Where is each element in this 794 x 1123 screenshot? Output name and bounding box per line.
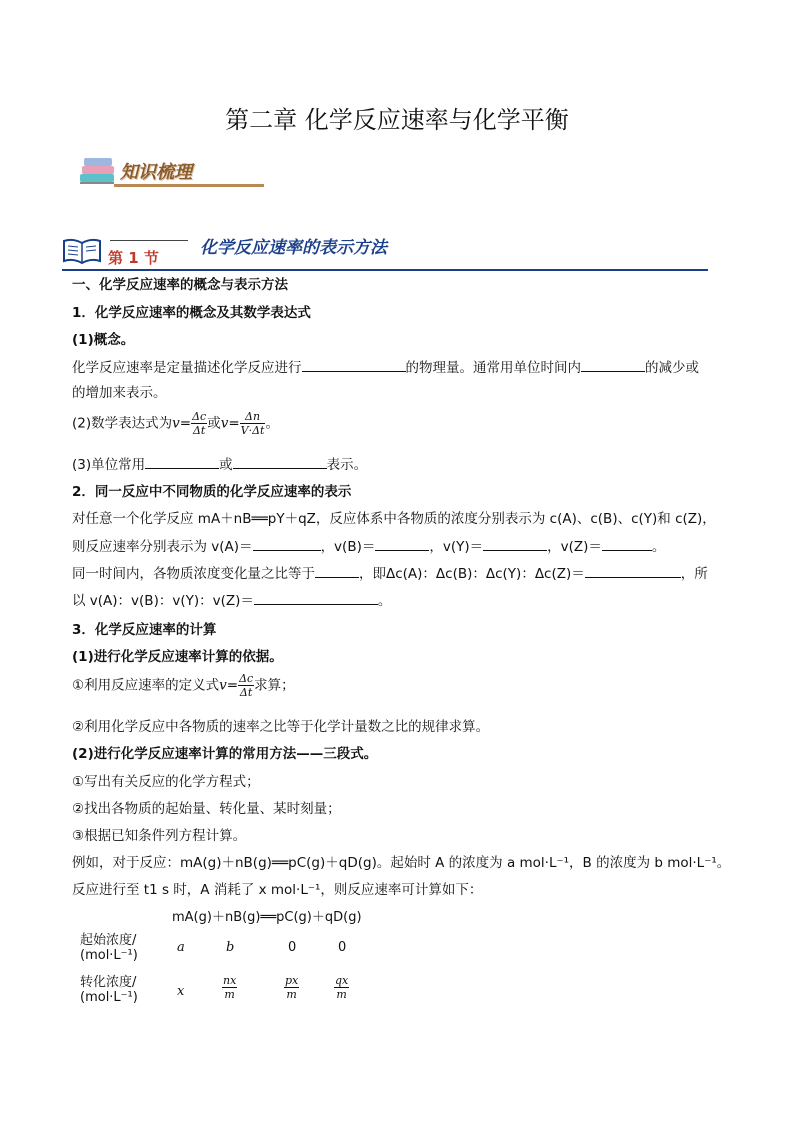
fraction: [222, 974, 237, 1001]
fraction: [240, 410, 266, 437]
cell-zero: 0: [288, 940, 297, 955]
subheading-2: 2．同一反应中不同物质的化学反应速率的表示: [72, 484, 352, 500]
cell-fraction: [334, 974, 349, 1001]
denominator: V·Δt: [240, 424, 265, 437]
text: 的物理量。通常用单位时间内: [405, 360, 581, 376]
denominator: m: [286, 988, 297, 1001]
cell-x: x: [177, 984, 185, 999]
concept-line-1: [72, 356, 699, 376]
calc1-item-1: [72, 672, 295, 699]
text: ，所: [680, 566, 708, 582]
numerator: Δc: [239, 672, 254, 685]
text: 。: [377, 593, 392, 609]
para2-line-2: [72, 535, 665, 555]
row-unit-converted: (mol·L⁻¹): [80, 990, 138, 1005]
denominator: Δt: [239, 686, 253, 699]
text: =: [179, 415, 192, 432]
text: (2)数学表达式为: [72, 415, 173, 432]
numerator: Δn: [240, 410, 266, 424]
text: 。: [265, 415, 279, 432]
table-equation: mA(g)＋nB(g)══pC(g)＋qD(g): [172, 910, 362, 925]
cell-a: a: [177, 940, 185, 955]
blank: [375, 536, 429, 551]
text: 或: [207, 415, 221, 432]
blank: [302, 357, 406, 372]
blank: [254, 590, 378, 605]
calc1-item-2: ②利用化学反应中各物质的速率之比等于化学计量数之比的规律求算。: [72, 719, 490, 735]
section-rule: [62, 269, 708, 271]
text: 或: [219, 457, 233, 473]
blank: [253, 536, 321, 551]
denominator: m: [224, 988, 235, 1001]
text: 同一时间内，各物质浓度变化量之比等于: [72, 566, 315, 582]
denominator: Δt: [192, 424, 206, 437]
text: 化学反应速率是定量描述化学反应进行: [72, 360, 302, 376]
expression-line: [72, 410, 279, 437]
text: 则反应速率分别表示为 v(A)＝: [72, 539, 253, 555]
unit-line: [72, 453, 367, 473]
books-icon: [78, 154, 118, 186]
example-line-1: 例如，对于反应：mA(g)＋nB(g)══pC(g)＋qD(g)。起始时 A 的浓度为 a mol·L⁻¹，B 的浓度为 b mol·L⁻¹。: [72, 855, 731, 871]
para2-line-3: [72, 562, 708, 582]
denominator: m: [336, 988, 347, 1001]
blank: [315, 563, 359, 578]
row-unit-initial: (mol·L⁻¹): [80, 948, 138, 963]
subheading-1: 1．化学反应速率的概念及其数学表达式: [72, 305, 311, 321]
blank: [483, 536, 547, 551]
concept-line-2: 的增加来表示。: [72, 385, 167, 401]
subheading-3: 3．化学反应速率的计算: [72, 622, 217, 638]
concept-label: (1)概念。: [72, 332, 135, 348]
row-label-converted: 转化浓度/: [80, 975, 137, 990]
fraction: [191, 410, 207, 437]
numerator: px: [285, 974, 299, 987]
text: ，v(Z)＝: [547, 539, 602, 555]
text: (3)单位常用: [72, 457, 146, 473]
section-line: [110, 240, 188, 241]
para2-line-4: [72, 589, 391, 609]
calc1-label: (1)进行化学反应速率计算的依据。: [72, 649, 283, 665]
example-line-2: 反应进行至 t1 s 时，A 消耗了 x mol·L⁻¹，则反应速率可计算如下：: [72, 882, 483, 898]
page-title: 第二章 化学反应速率与化学平衡: [225, 106, 569, 134]
fraction: [334, 974, 349, 1001]
blank: [233, 454, 327, 469]
section-title: 化学反应速率的表示方法: [200, 238, 387, 258]
text: 。: [651, 539, 666, 555]
fraction: [238, 672, 254, 699]
text: =: [226, 677, 239, 694]
step-3: ③根据已知条件列方程计算。: [72, 828, 247, 844]
blank: [602, 536, 652, 551]
text: 求算；: [254, 677, 295, 694]
section-number: 第 1 节: [108, 249, 159, 267]
step-2: ②找出各物质的起始量、转化量、某时刻量；: [72, 801, 341, 817]
cell-b: b: [226, 940, 235, 955]
para2-line-1: 对任意一个化学反应 mA＋nB══pY＋qZ，反应体系中各物质的浓度分别表示为 c(A)、c(B)、c(Y)和 c(Z)，: [72, 511, 716, 527]
calc2-label: (2)进行化学反应速率计算的常用方法——三段式。: [72, 746, 378, 762]
step-1: ①写出有关反应的化学方程式；: [72, 774, 260, 790]
text: 表示。: [326, 457, 368, 473]
text: ，v(B)＝: [320, 539, 376, 555]
numerator: nx: [223, 974, 237, 987]
cell-fraction: [284, 974, 299, 1001]
blank: [145, 454, 219, 469]
knowledge-underline: [114, 184, 264, 187]
text: 以 v(A)：v(B)：v(Y)：v(Z)＝: [72, 593, 254, 609]
cell-fraction: [222, 974, 237, 1001]
row-label-initial: 起始浓度/: [80, 933, 137, 948]
var-v: v: [172, 415, 180, 432]
var-v: v: [220, 415, 229, 432]
open-book-icon: [62, 237, 102, 265]
blank: [585, 563, 681, 578]
knowledge-label: 知识梳理: [120, 162, 192, 183]
numerator: Δc: [192, 410, 207, 423]
text: ①利用反应速率的定义式: [72, 677, 220, 694]
text: ，即Δc(A)：Δc(B)：Δc(Y)：Δc(Z)＝: [359, 566, 585, 582]
fraction: [284, 974, 299, 1001]
knowledge-banner: [72, 148, 252, 192]
text: 的减少或: [645, 360, 699, 376]
heading-1: 一、化学反应速率的概念与表示方法: [72, 277, 288, 293]
text: =: [228, 415, 240, 432]
blank: [581, 357, 645, 372]
cell-zero: 0: [338, 940, 347, 955]
section-header: [62, 233, 712, 273]
numerator: qx: [335, 974, 349, 987]
text: ，v(Y)＝: [429, 539, 484, 555]
var-v: v: [219, 677, 227, 694]
